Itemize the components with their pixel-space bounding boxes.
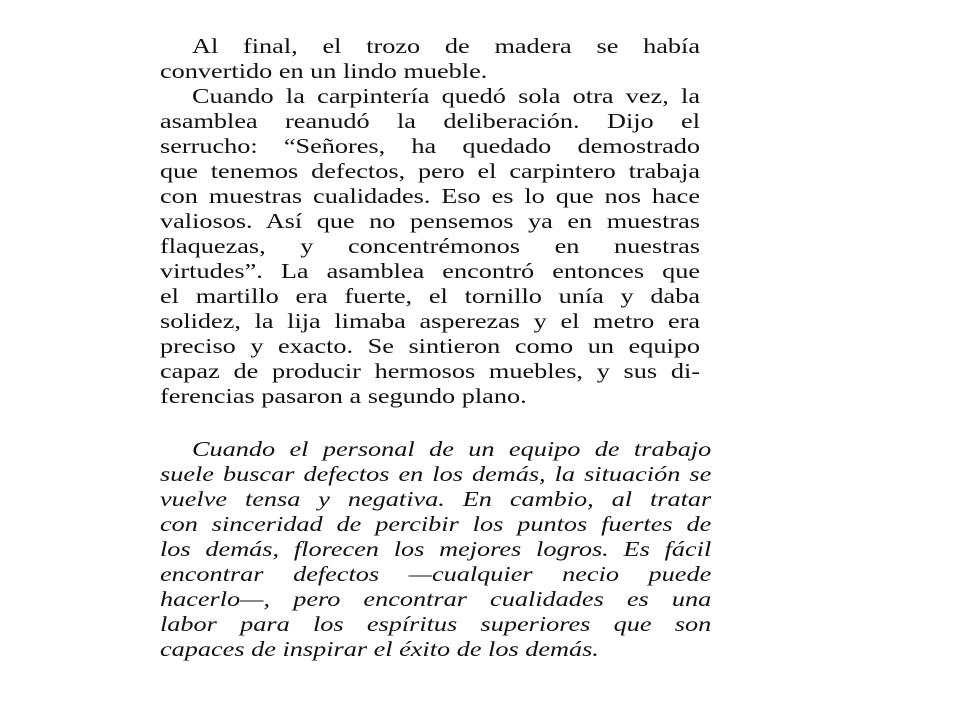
text-line: capaz de producir hermosos muebles, y sus di- [160, 359, 700, 383]
text-line: valiosos. Así que no pensemos ya en muestras [160, 209, 700, 233]
text-line: que tenemos defectos, pero el carpintero trabaja [160, 159, 700, 183]
text-line: encontrar defectos —cualquier necio puede [160, 562, 712, 586]
text-line: solidez, la lija limaba asperezas y el metro era [160, 309, 700, 333]
text-line: suele buscar defectos en los demás, la situación se [160, 462, 712, 486]
paragraph-moral-italic [160, 437, 711, 662]
text-line: Cuando la carpintería quedó sola otra vez, la [191, 84, 700, 108]
text-line: hacerlo—, pero encontrar cualidades es una [160, 587, 712, 611]
text-line: Cuando el personal de un equipo de trabajo [191, 437, 712, 461]
text-line: asamblea reanudó la deliberación. Dijo el [160, 109, 700, 133]
text-line: labor para los espíritus superiores que son [160, 612, 712, 636]
paragraph-fable-ending [160, 34, 700, 84]
text-line: los demás, florecen los mejores logros. Es fácil [160, 537, 712, 561]
text-line: convertido en un lindo mueble. [160, 59, 488, 83]
text-line: flaquezas, y concentrémonos en nuestras [160, 234, 700, 258]
text-line: con sinceridad de percibir los puntos fuertes de [160, 512, 712, 536]
text-line: capaces de inspirar el éxito de los demás. [160, 637, 599, 661]
text-line: virtudes”. La asamblea encontró entonces que [160, 259, 700, 283]
text-line: preciso y exacto. Se sintieron como un equipo [160, 334, 700, 358]
text-line: ferencias pasaron a segundo plano. [160, 384, 527, 408]
text-line: serrucho: “Señores, ha quedado demostrado [160, 134, 700, 158]
text-line: el martillo era fuerte, el tornillo unía y daba [160, 284, 700, 308]
text-line: vuelve tensa y negativa. En cambio, al tratar [160, 487, 712, 511]
text-line: con muestras cualidades. Eso es lo que nos hace [160, 184, 700, 208]
text-column [160, 34, 713, 662]
text-line: Al final, el trozo de madera se había [191, 34, 700, 58]
paragraph-assembly-conclusion [160, 84, 700, 409]
